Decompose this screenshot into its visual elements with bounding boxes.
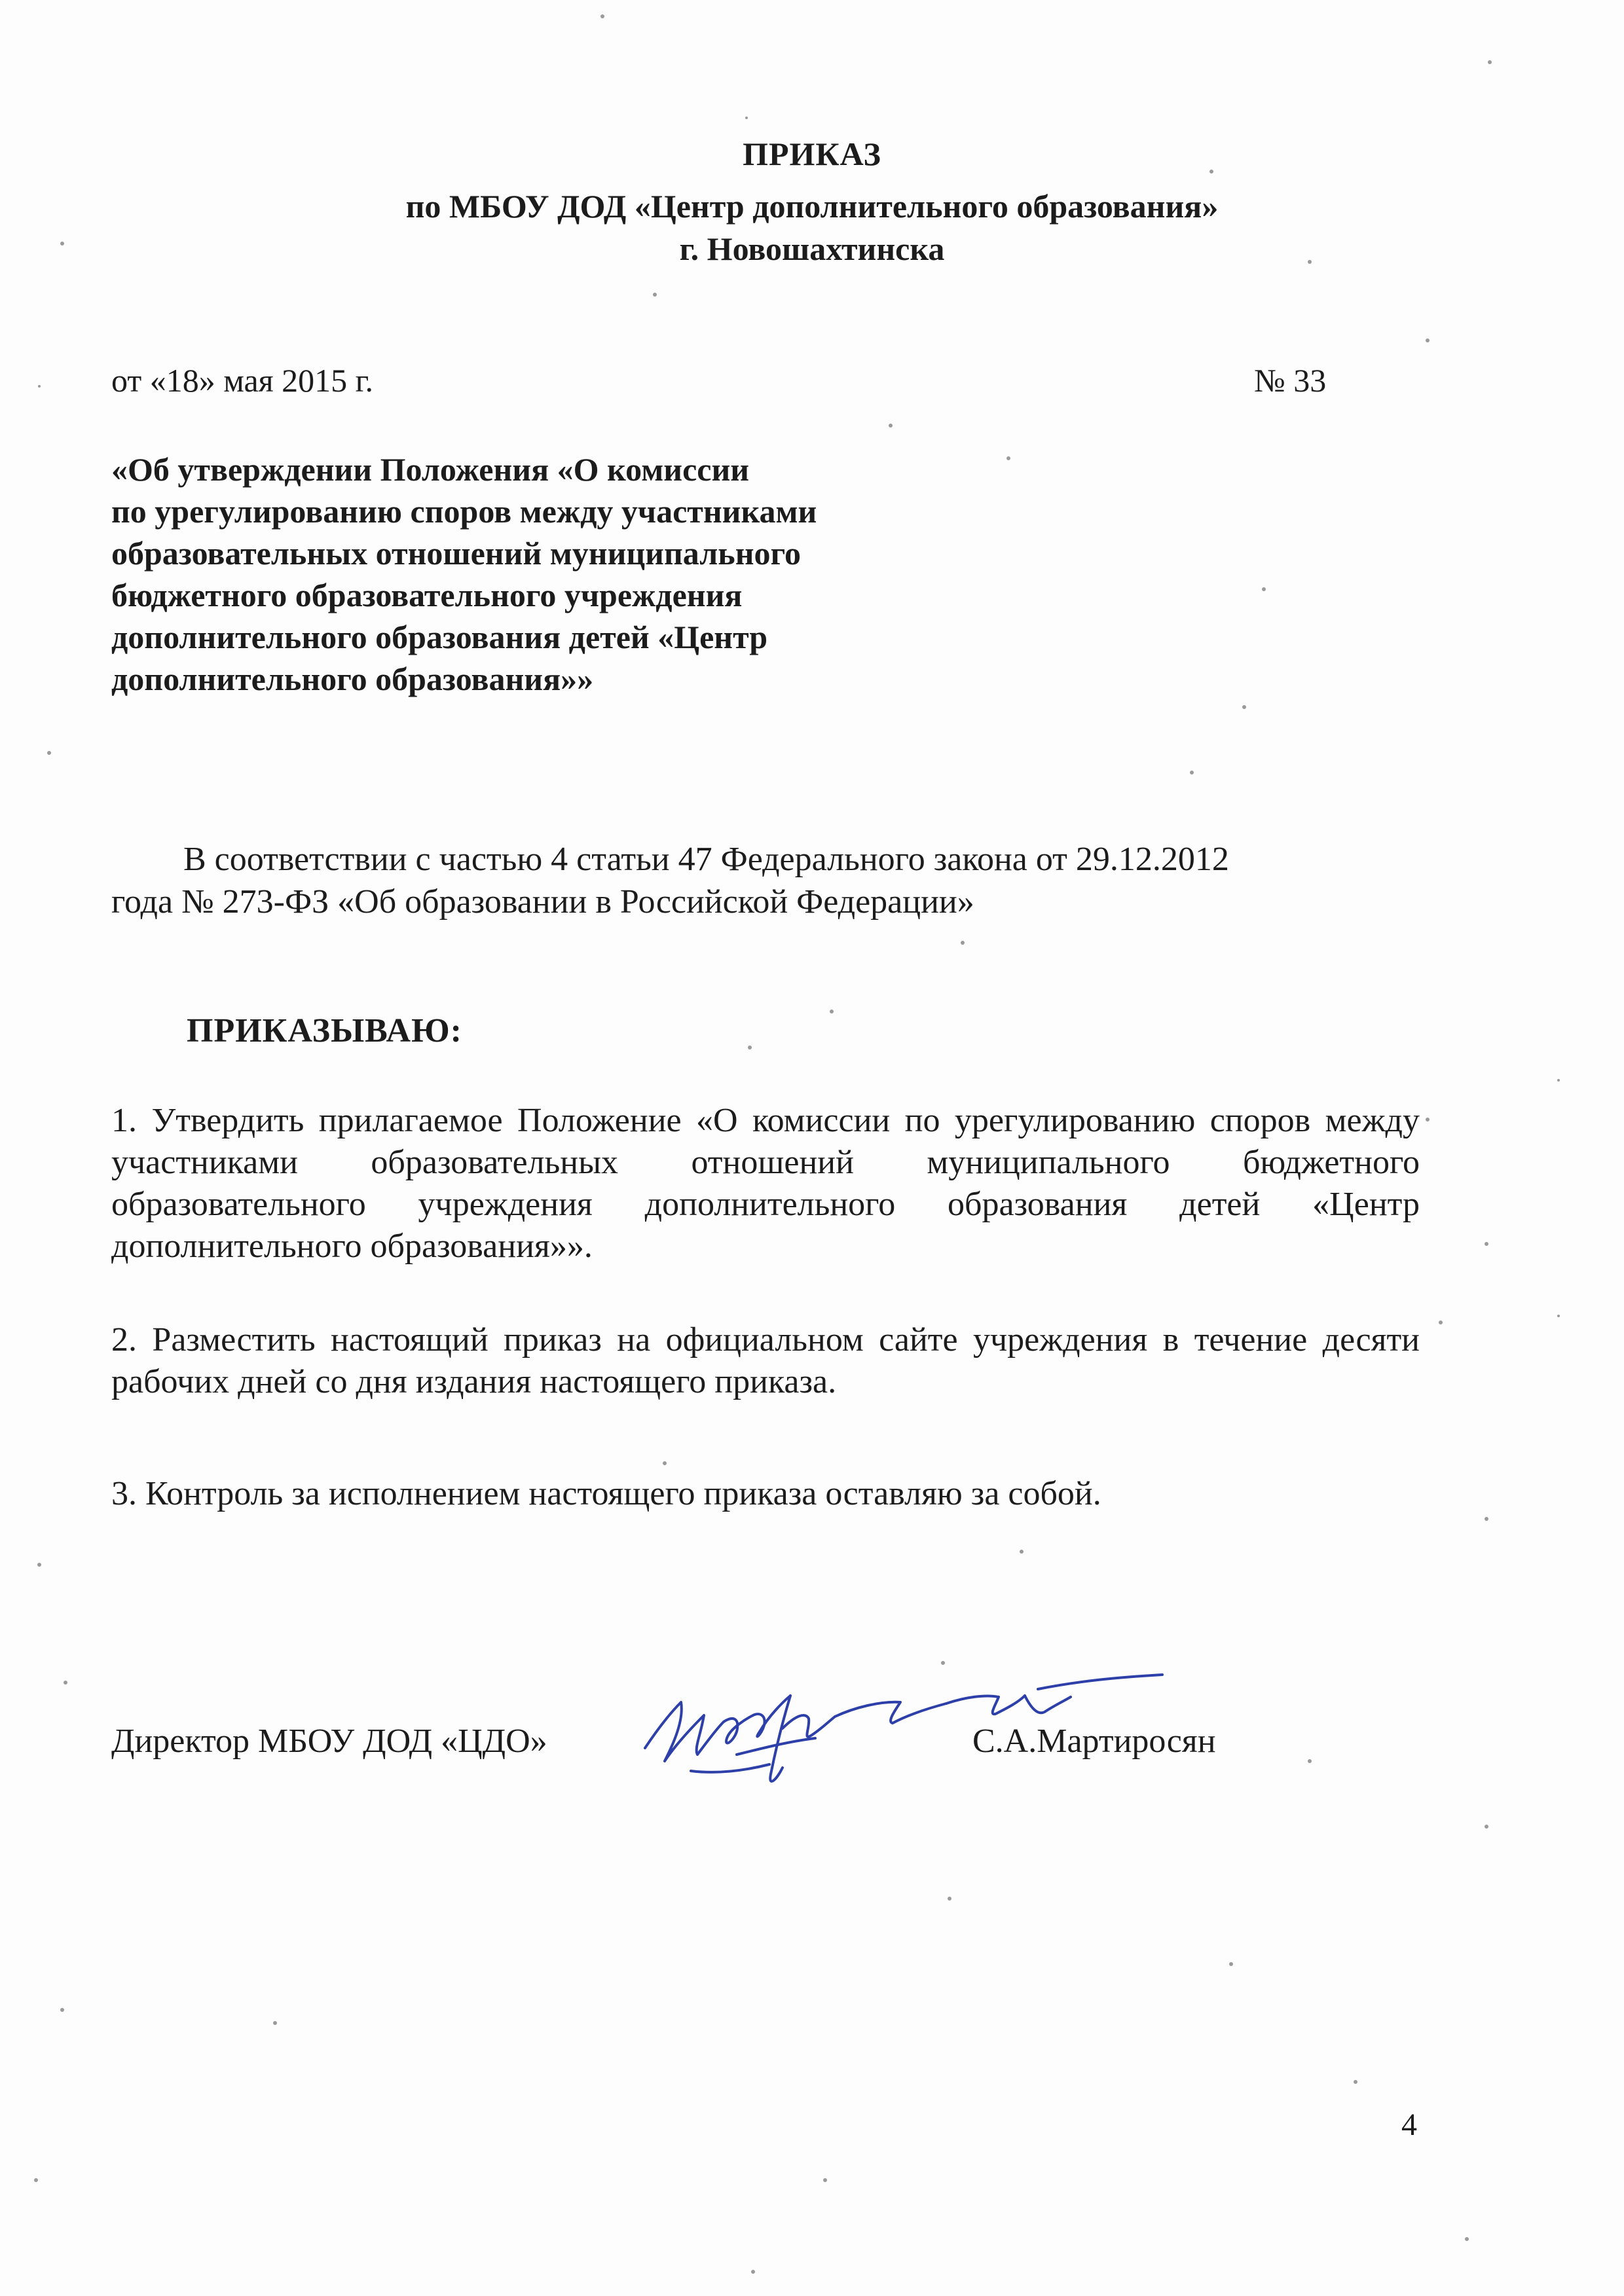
- preamble-line: года № 273-ФЗ «Об образовании в Российской Федерации»: [111, 883, 974, 920]
- subject-line: «Об утверждении Положения «О комиссии: [111, 451, 750, 488]
- document-organization: по МБОУ ДОД «Центр дополнительного образования»: [405, 188, 1219, 225]
- subject-line: образовательных отношений муниципального: [111, 535, 802, 572]
- signatory-name: С.А.Мартиросян: [972, 1722, 1216, 1760]
- order-date: от «18» мая 2015 г.: [111, 362, 374, 399]
- preamble-line: В соответствии с частью 4 статьи 47 Федерального закона от 29.12.2012: [183, 841, 1229, 878]
- page-number: 4: [1401, 2107, 1417, 2142]
- subject-line: бюджетного образовательного учреждения: [111, 577, 743, 613]
- order-subject: [111, 448, 1028, 700]
- order-item-3: 3. Контроль за исполнением настоящего приказа оставляю за собой.: [111, 1475, 1101, 1512]
- document-city: г. Новошахтинска: [679, 230, 945, 267]
- order-item-1: 1. Утвердить прилагаемое Положение «О комиссии по урегулированию споров между участниками образовательных отношений муниципального бюджетного образовательного учреждения дополнительного образования детей «Центр дополнительного образования»».: [111, 1102, 1420, 1265]
- document-title: ПРИКАЗ: [743, 136, 881, 172]
- signatory-title: Директор МБОУ ДОД «ЦДО»: [111, 1722, 547, 1760]
- subject-line: дополнительного образования»»: [111, 661, 594, 697]
- subject-line: по урегулированию споров между участниками: [111, 493, 817, 530]
- order-item-2: 2. Разместить настоящий приказ на официальном сайте учреждения в течение десяти рабочих дней со дня издания настоящего приказа.: [111, 1321, 1420, 1400]
- order-number: № 33: [1254, 362, 1327, 399]
- order-heading: ПРИКАЗЫВАЮ:: [187, 1012, 462, 1049]
- subject-line: дополнительного образования детей «Центр: [111, 619, 768, 655]
- preamble-paragraph: [111, 838, 1382, 923]
